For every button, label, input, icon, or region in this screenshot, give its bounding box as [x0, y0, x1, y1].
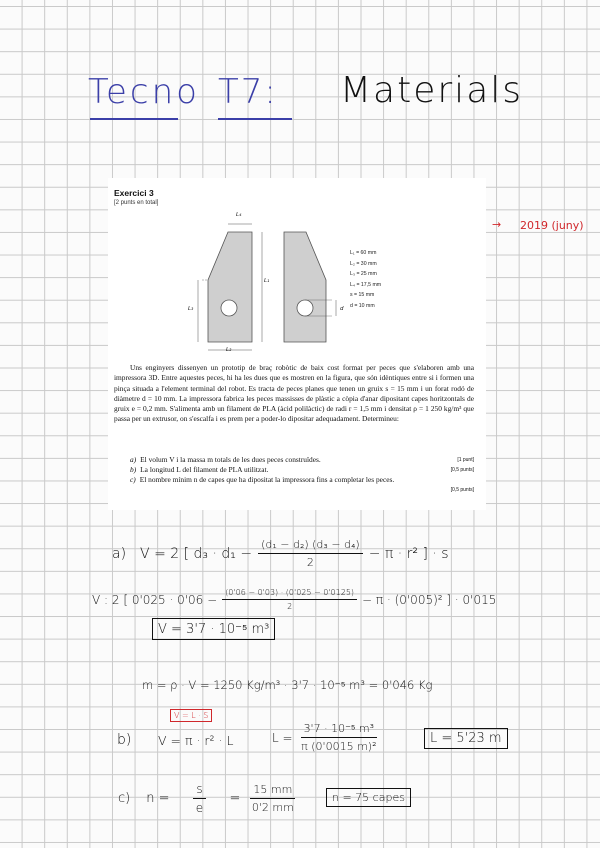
- legend-item: L₃ = 25 mm: [350, 271, 377, 277]
- title-underline-2: [218, 118, 292, 120]
- solution-a-label: a): [112, 545, 127, 562]
- layers-result: n = 75 capes: [326, 788, 411, 807]
- title-underline-1: [90, 118, 178, 120]
- legend-item: d = 10 mm: [350, 302, 375, 309]
- fig-label-d: d: [340, 306, 344, 312]
- legend-item: s = 15 mm: [350, 292, 375, 298]
- piece-1-shape: [208, 232, 252, 342]
- question-c: c) El nombre mínim n de capes que ha dipositat la impressora fins a completar les peces. [0,5 punts]: [130, 475, 474, 493]
- title-tecno: Tecno: [88, 72, 200, 112]
- legend-item: L₁ = 60 mm: [350, 250, 377, 256]
- fig-label-l4: L₄: [236, 212, 242, 218]
- length-result: L = 5'23 m: [424, 728, 508, 749]
- solution-c-formula: c) n = $\frac{s}{e}$ = $\frac{15 mm}{0'2 mm}$: [118, 782, 294, 815]
- title-unit: T7:: [218, 72, 278, 112]
- solution-a-substitution: V : 2 [ 0'025 · 0'06 − $\frac{(0'06 - 0'03) \cdot (0'025 - 0'0125)}{2}$ − π · (0'005)² ] · 0'015: [92, 588, 497, 611]
- solution-b-length: L = $\frac{\text{3'7 · 10⁻⁵ m³}}{\text{π (0'0015 m)²}}$: [272, 722, 377, 753]
- exam-date-note: 2019 (juny): [520, 219, 584, 232]
- fraction: $\frac{(0'06 - 0'03) \cdot (0'025 - 0'0125)}{2}$: [222, 588, 357, 611]
- fraction: $\frac{15 mm}{0'2 mm}$: [251, 783, 294, 814]
- solution-b-formula: V = π · r² · L: [158, 733, 234, 748]
- piece-1-hole: [221, 300, 237, 316]
- solution-b-label: b): [117, 732, 132, 748]
- fig-label-l1: L₁: [264, 278, 270, 284]
- piece-2-shape: [284, 232, 326, 342]
- fraction: $\frac{\text{3'7 · 10⁻⁵ m³}}{\text{π (0'0015 m)²}}$: [301, 722, 377, 753]
- exercise-statement: Uns enginyers dissenyen un prototip de braç robòtic de baix cost format per peces que s'elaboren amb una impressora 3D. Entre aquestes peces, hi ha les dues que es mostren en la figura, que són idèntiques entre si i formen una pinça situada a l'element terminal del robot. Es tracta de peces planes que tenen un gruix s = 15 mm i un forat rodó de diàmetre d = 10 mm. La impressora fabrica les peces massisses de plàstic a còpia d'anar dipositant capes horitzontals de gruix e = 0,2 mm. S'alimenta amb un filament de PLA (àcid polilàctic) de radi r = 1,5 mm i densitat ρ = 1 250 kg/m³ que passa per un extrusor, on s'escalfa i es prem per a poder-lo dipositar adequadament. Determineu:: [114, 363, 474, 424]
- exercise-points-total: [2 punts en total]: [114, 200, 159, 206]
- fraction: $\frac{\text{(d₁ − d₂) (d₃ − d₄)}}{2}$: [258, 538, 363, 569]
- piece-2-hole: [297, 300, 313, 316]
- solution-c-label: c): [118, 791, 131, 806]
- legend-item: L₄ = 17,5 mm: [350, 281, 382, 288]
- fig-label-l2: L₂: [226, 347, 232, 353]
- pieces-figure: [180, 210, 355, 360]
- solution-a-formula: a) V = 2 [ d₃ · d₁ − $\frac{\text{(d₁ − d₂) (d₃ − d₄)}}{2}$ − π · r² ] · s: [112, 538, 449, 569]
- fig-label-l3: L₃: [188, 306, 194, 312]
- dimensions-legend: [350, 248, 400, 311]
- red-arrow: →: [492, 218, 502, 231]
- volume-result: V = 3'7 · 10⁻⁵ m³: [152, 618, 275, 640]
- title-materials: Materials: [340, 70, 524, 111]
- mass-formula: m = ρ · V = 1250 Kg/m³ · 3'7 · 10⁻⁵ m³ = 0'046 Kg: [142, 678, 433, 692]
- b-note: V = L · S: [170, 709, 212, 722]
- exercise-heading: Exercici 3: [114, 188, 154, 198]
- question-b: b) La longitud L del filament de PLA utilitzat. [0,5 punts]: [130, 465, 474, 474]
- legend-item: L₂ = 30 mm: [350, 260, 377, 267]
- fraction: $\frac{s}{e}$: [180, 782, 220, 815]
- question-a: a) El volum V i la massa m totals de les dues peces construïdes. [1 punt]: [130, 455, 474, 464]
